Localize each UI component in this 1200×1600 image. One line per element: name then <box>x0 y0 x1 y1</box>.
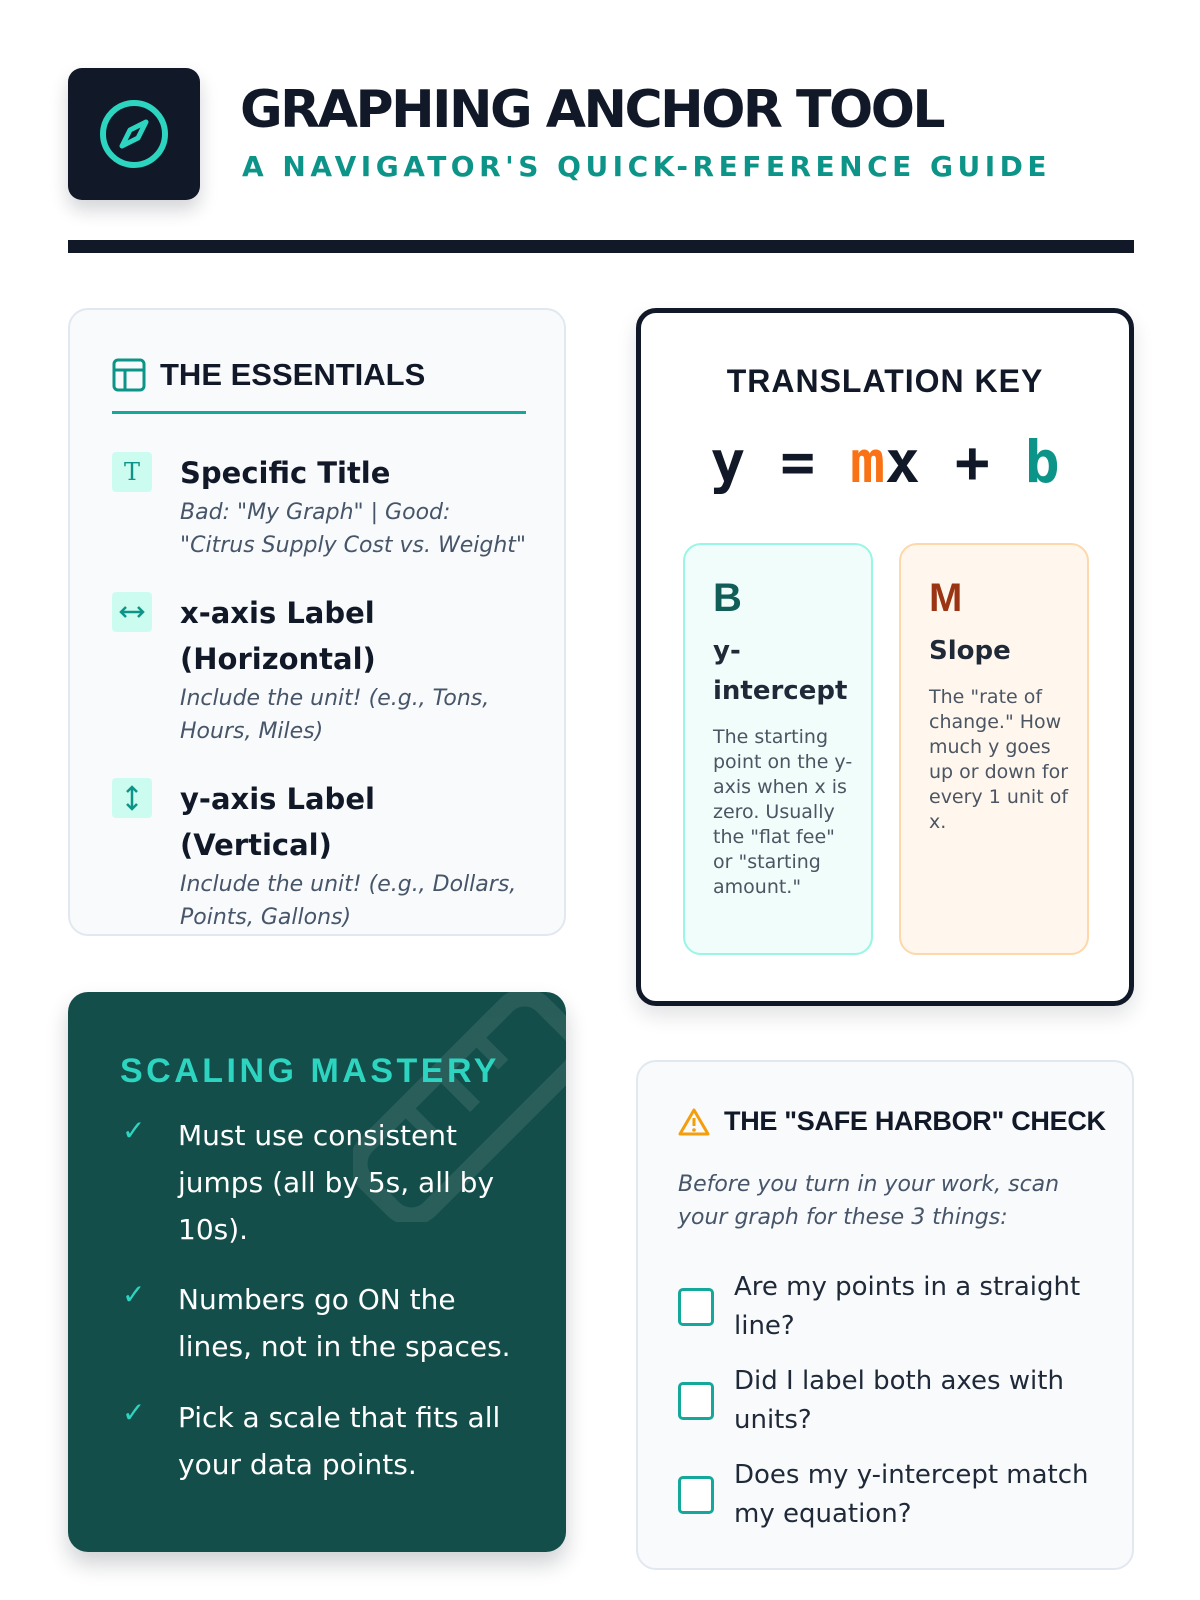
scaling-item-text: Pick a scale that fits all your data points. <box>178 1401 501 1481</box>
layout-icon <box>112 358 146 392</box>
essentials-item-x-axis <box>112 590 532 748</box>
tile-letter: B <box>713 576 742 620</box>
essentials-item-desc: Bad: "My Graph" | Good: "Citrus Supply Cost vs. Weight" <box>180 500 527 558</box>
checkbox[interactable] <box>678 1476 714 1514</box>
equation-plus: + <box>954 428 990 496</box>
scaling-title: SCALING MASTERY <box>120 1052 500 1090</box>
scaling-item <box>122 1394 522 1488</box>
checklist-item-text: Does my y-intercept match my equation? <box>734 1460 1089 1529</box>
equation-b: b <box>1024 428 1060 496</box>
safe-harbor-title: THE "SAFE HARBOR" CHECK <box>724 1106 1106 1136</box>
scaling-item <box>122 1276 522 1370</box>
check-icon: ✓ <box>122 1114 146 1147</box>
checklist-item[interactable] <box>678 1362 1098 1440</box>
equation-equals: = <box>780 428 816 496</box>
checklist-item-text: Are my points in a straight line? <box>734 1272 1081 1341</box>
page-subtitle: A NAVIGATOR'S QUICK-REFERENCE GUIDE <box>242 150 1052 183</box>
equation-mx: m <box>850 428 885 496</box>
checklist-item-text: Did I label both axes with units? <box>734 1366 1064 1435</box>
essentials-item-desc: Include the unit! (e.g., Dollars, Points, Gallons) <box>180 872 517 930</box>
y-intercept-tile <box>683 543 873 955</box>
text-t-icon: T <box>112 452 152 492</box>
safe-harbor-header <box>678 1106 1106 1137</box>
essentials-item-label: x-axis Label (Horizontal) <box>180 596 376 676</box>
warning-triangle-icon <box>678 1107 710 1137</box>
header-divider <box>68 240 1134 253</box>
slope-tile <box>899 543 1089 955</box>
tile-name: Slope <box>929 636 1011 666</box>
checklist-item[interactable] <box>678 1268 1098 1346</box>
tile-desc: The starting point on the y-axis when x is zero. Usually the "flat fee" or "starting amount." <box>713 726 853 898</box>
essentials-item-y-axis <box>112 776 532 934</box>
scaling-item-text: Numbers go ON the lines, not in the spaces. <box>178 1283 511 1363</box>
essentials-item-title <box>112 450 532 562</box>
safe-harbor-card <box>636 1060 1134 1570</box>
page-title: GRAPHING ANCHOR TOOL <box>240 80 944 140</box>
tile-name: y- intercept <box>713 636 848 706</box>
checkbox[interactable] <box>678 1382 714 1420</box>
compass-icon <box>97 97 171 171</box>
checkbox[interactable] <box>678 1288 714 1326</box>
translation-key-card <box>636 308 1134 1006</box>
translation-title: TRANSLATION KEY <box>726 363 1044 399</box>
essentials-header <box>112 358 526 414</box>
essentials-item-label: y-axis Label (Vertical) <box>180 782 375 862</box>
essentials-title: THE ESSENTIALS <box>160 357 426 392</box>
check-icon: ✓ <box>122 1278 146 1311</box>
tile-desc: The "rate of change." How much y goes up or down for every 1 unit of x. <box>929 686 1069 833</box>
essentials-item-desc: Include the unit! (e.g., Tons, Hours, Miles) <box>180 686 490 744</box>
check-icon: ✓ <box>122 1396 146 1429</box>
safe-harbor-intro: Before you turn in your work, scan your graph for these 3 things: <box>678 1172 1060 1230</box>
equation-y: y <box>710 428 746 496</box>
slope-intercept-equation <box>641 428 1129 496</box>
scaling-item-text: Must use consistent jumps (all by 5s, all by 10s). <box>178 1119 495 1246</box>
scaling-item <box>122 1112 522 1253</box>
checklist-item[interactable] <box>678 1456 1098 1534</box>
essentials-item-label: Specific Title <box>180 456 391 490</box>
scaling-mastery-card <box>68 992 566 1552</box>
vertical-arrows-icon <box>112 778 152 818</box>
horizontal-arrows-icon <box>112 592 152 632</box>
essentials-card <box>68 308 566 936</box>
logo-tile <box>68 68 200 200</box>
tile-letter: M <box>929 576 963 620</box>
equation-x: x <box>885 428 920 496</box>
